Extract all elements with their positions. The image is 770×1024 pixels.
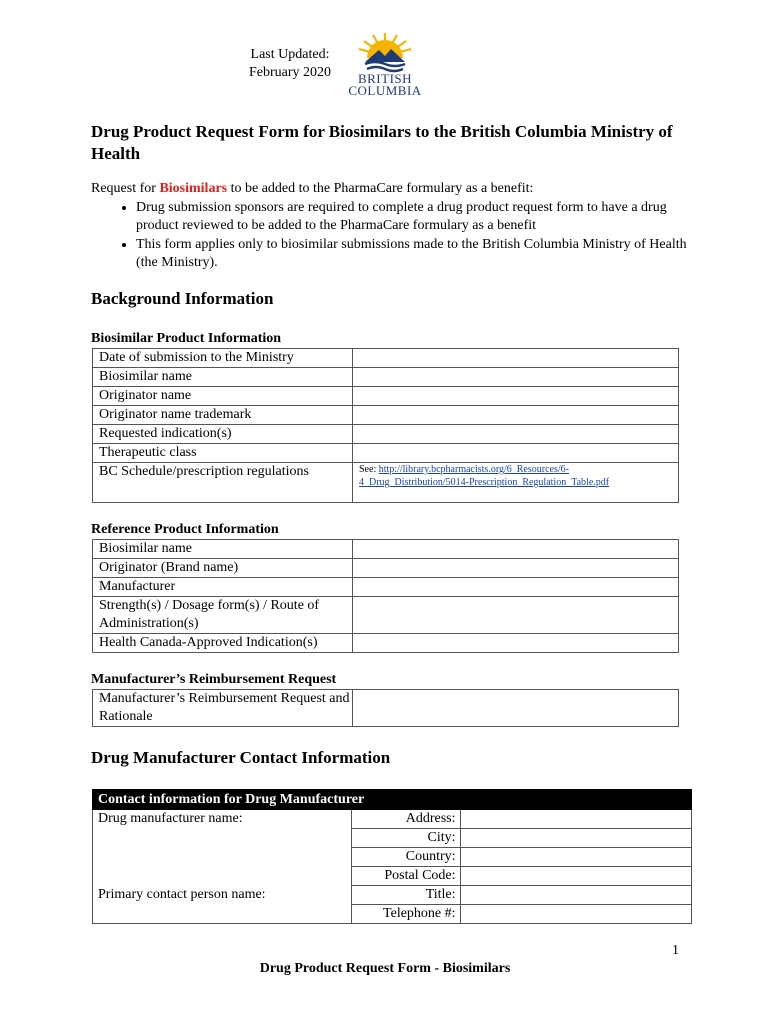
background-heading: Background Information: [91, 289, 274, 308]
manufacturer-field[interactable]: [353, 578, 679, 597]
field-label: City:: [352, 829, 460, 848]
intro-bullet: • Drug submission sponsors are required to complete a drug product request form to have a drug product reviewed to be added to the PharmaCare formulary as a benefit: [136, 199, 691, 236]
bc-logo: [345, 30, 425, 96]
reimbursement-rationale-field[interactable]: [353, 690, 679, 727]
health-canada-indication-field[interactable]: [353, 634, 679, 653]
logo-text-columbia: COLUMBIA: [348, 83, 422, 98]
originator-brand-field[interactable]: [353, 559, 679, 578]
contact-heading: Drug Manufacturer Contact Information: [91, 748, 391, 767]
table-row-label: Requested indication(s): [93, 425, 353, 444]
ref-biosimilar-name-field[interactable]: [353, 540, 679, 559]
biosimilar-table-title: Biosimilar Product Information: [91, 331, 282, 346]
city-field[interactable]: [460, 829, 691, 848]
manufacturer-name-label: Drug manufacturer name:: [93, 810, 352, 886]
last-updated-label: Last Updated:: [250, 47, 330, 62]
address-field[interactable]: [460, 810, 691, 829]
intro-bullets: [91, 199, 691, 273]
table-row-label: Strength(s) / Dosage form(s) / Route of Administration(s): [93, 597, 353, 634]
title-field[interactable]: [460, 886, 691, 905]
strength-dosage-route-field[interactable]: [353, 597, 679, 634]
logo-text-british: BRITISH: [357, 71, 413, 86]
intro-section: [91, 180, 691, 273]
field-label: Title:: [352, 886, 460, 905]
page-number: 1: [672, 943, 679, 958]
table-row-label: Originator (Brand name): [93, 559, 353, 578]
originator-trademark-field[interactable]: [353, 406, 679, 425]
originator-name-field[interactable]: [353, 387, 679, 406]
reimbursement-table-title: Manufacturer’s Reimbursement Request: [91, 672, 337, 687]
field-label: Address:: [352, 810, 460, 829]
field-label: Country:: [352, 848, 460, 867]
reimbursement-request-table: [92, 689, 679, 727]
contact-table-header: Contact information for Drug Manufacturer: [93, 790, 692, 810]
link-note-prefix: See:: [359, 464, 379, 475]
table-row-label: Originator name trademark: [93, 406, 353, 425]
last-updated-date: February 2020: [248, 65, 332, 80]
date-of-submission-field[interactable]: [353, 349, 679, 368]
table-row-label: Biosimilar name: [93, 368, 353, 387]
field-label: Telephone #:: [352, 905, 460, 924]
biosimilar-product-table: [92, 348, 679, 503]
country-field[interactable]: [460, 848, 691, 867]
reference-product-table: [92, 539, 679, 653]
regulation-table-link[interactable]: http://library.bcpharmacists.org/6_Resources/6-4_Drug_Distribution/5014-Prescription_Regulation_Table.pdf: [359, 464, 610, 488]
reference-table-title: Reference Product Information: [91, 522, 279, 537]
biosimilar-name-field[interactable]: [353, 368, 679, 387]
contact-table: [92, 789, 692, 924]
last-updated: [240, 46, 340, 82]
contact-person-label: Primary contact person name:: [93, 886, 352, 924]
requested-indication-field[interactable]: [353, 425, 679, 444]
table-row-label: BC Schedule/prescription regulations: [93, 463, 353, 503]
table-row-label: Manufacturer: [93, 578, 353, 597]
table-row-label: Therapeutic class: [93, 444, 353, 463]
intro-prefix: Request for: [91, 181, 160, 196]
intro-line: [91, 180, 691, 199]
postal-code-field[interactable]: [460, 867, 691, 886]
sun-mountain-icon: [345, 30, 425, 74]
table-row-label: Date of submission to the Ministry: [93, 349, 353, 368]
therapeutic-class-field[interactable]: [353, 444, 679, 463]
footer-title: Drug Product Request Form - Biosimilars: [259, 961, 511, 976]
intro-suffix: to be added to the PharmaCare formulary as a benefit:: [227, 181, 534, 196]
table-row-label: Manufacturer’s Reimbursement Request and Rationale: [93, 690, 353, 727]
table-row-label: Health Canada-Approved Indication(s): [93, 634, 353, 653]
intro-bullet: • This form applies only to biosimilar submissions made to the British Columbia Ministry of Health (the Ministry).: [136, 236, 691, 273]
bc-schedule-field[interactable]: [353, 463, 679, 503]
intro-highlight: Biosimilars: [159, 181, 228, 196]
table-row-label: Biosimilar name: [93, 540, 353, 559]
document-title: Drug Product Request Form for Biosimilars to the British Columbia Ministry of Health: [91, 122, 673, 163]
field-label: Postal Code:: [352, 867, 460, 886]
telephone-field[interactable]: [460, 905, 691, 924]
table-row-label: Originator name: [93, 387, 353, 406]
